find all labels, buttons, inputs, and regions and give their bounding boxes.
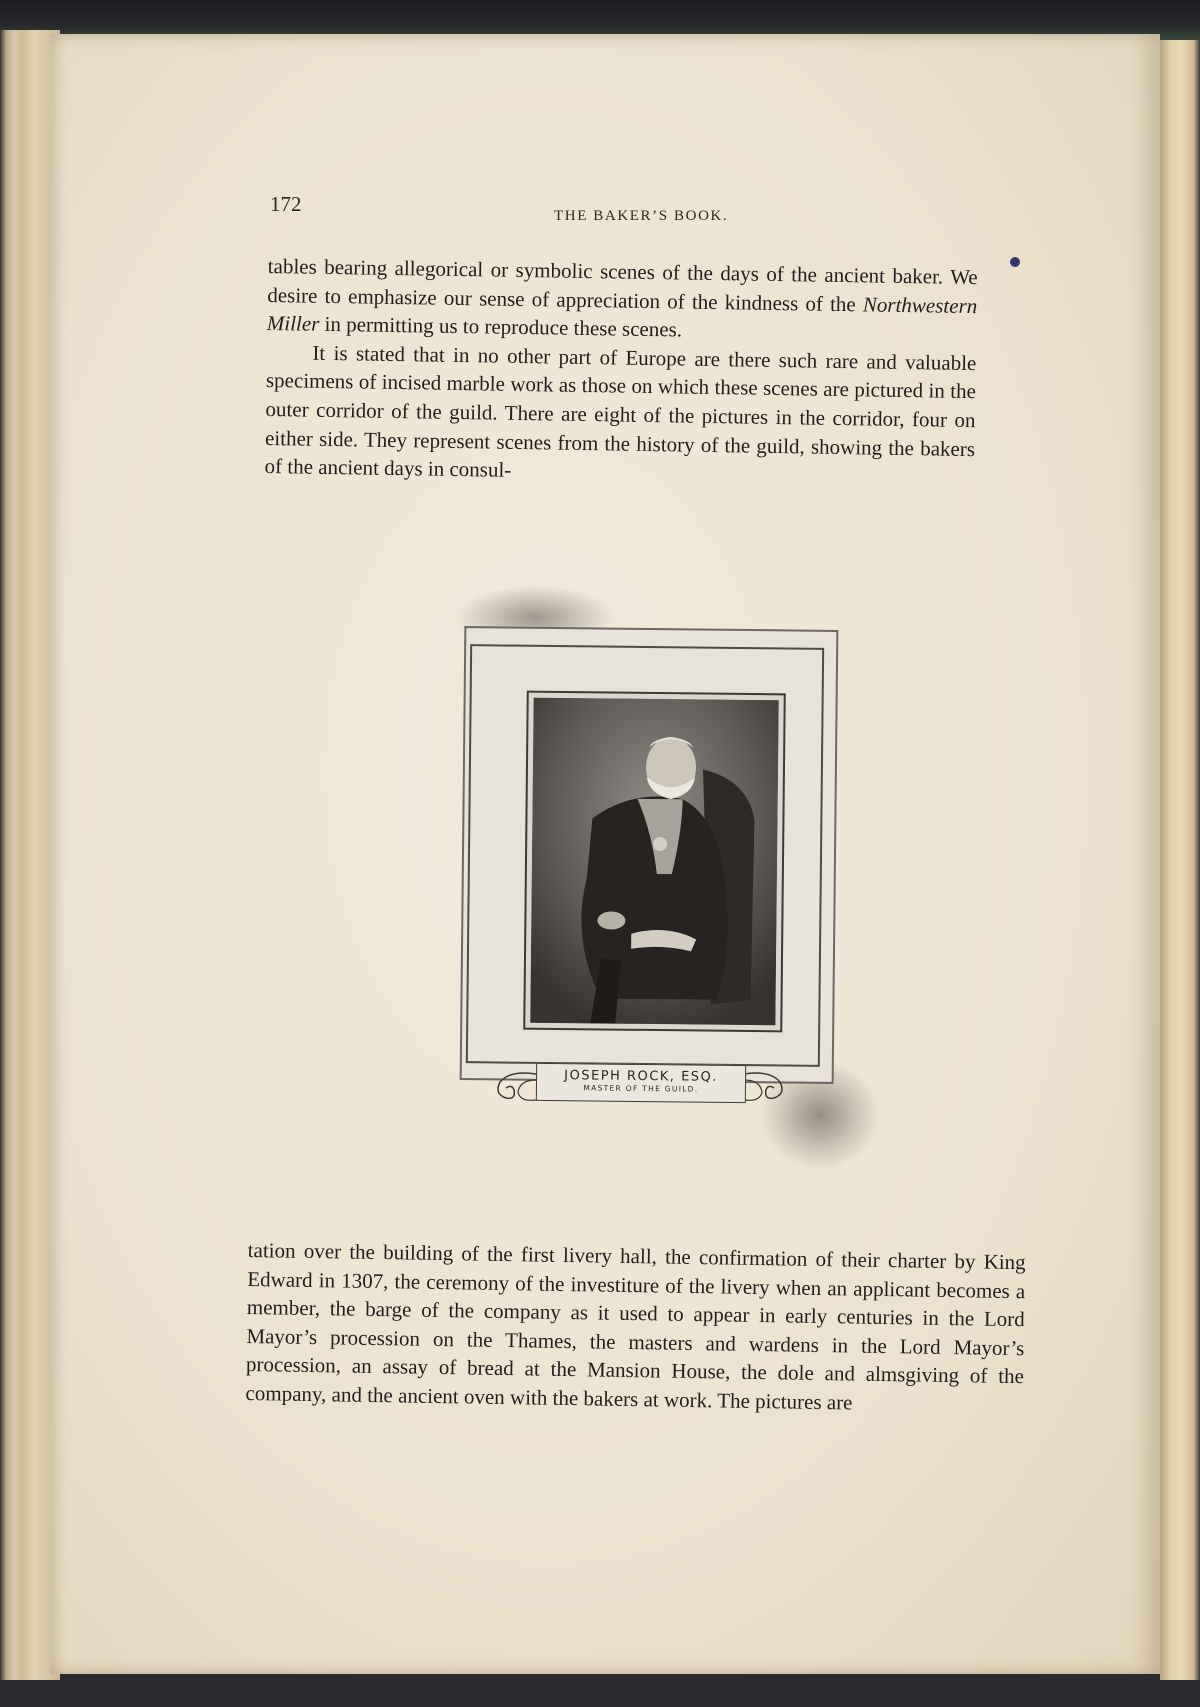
caption-title: MASTER OF THE GUILD. <box>583 1083 699 1094</box>
page-number: 172 <box>270 192 302 216</box>
scroll-ornament-right <box>742 1066 790 1106</box>
ink-dot <box>1010 257 1020 267</box>
text-bottom <box>245 1236 1026 1420</box>
caption-name: JOSEPH ROCK, ESQ. <box>564 1068 719 1085</box>
publication-title: Northwestern Miller <box>266 291 978 337</box>
text-top <box>264 252 978 492</box>
paragraph-1: tables bearing allegorical or symbolic scenes of the days of the ancient baker. We desire to emphasize our sense of appreciation of the kindness of the Northwestern Miller in permitting us to reproduce these scenes. <box>266 253 978 342</box>
portrait-photo <box>530 698 778 1026</box>
page-stack-right <box>1160 40 1200 1680</box>
paragraph-3: tation over the building of the first livery hall, the confirmation of their charter by King Edward in 1307, the ceremony of the investiture of the livery when an applicant becomes a member, the barge of the company as it used to appear in early centuries in the Lord Mayor’s procession on the Thames, the masters and wardens in the Lord Mayor’s procession, an assay of bread at the Mansion House, the dole and almsgiving of the company, and the ancient oven with the bakers at work. The pictures are <box>245 1237 1026 1415</box>
running-head: THE BAKER’S BOOK. <box>554 208 729 224</box>
scroll-ornament-left <box>490 1066 538 1106</box>
portrait-caption <box>536 1063 746 1103</box>
paragraph-2: It is stated that in no other part of Europe are there such rare and valuable specimens of incised marble work as those on which these scenes are pictured in the outer corridor of the guild. There are eight of the pictures in the corridor, four on either side. They represent scenes from the history of the guild, showing the bakers of the ancient days in consul- <box>264 340 977 483</box>
seated-man-illustration <box>530 698 778 1026</box>
portrait-frame <box>523 691 786 1033</box>
